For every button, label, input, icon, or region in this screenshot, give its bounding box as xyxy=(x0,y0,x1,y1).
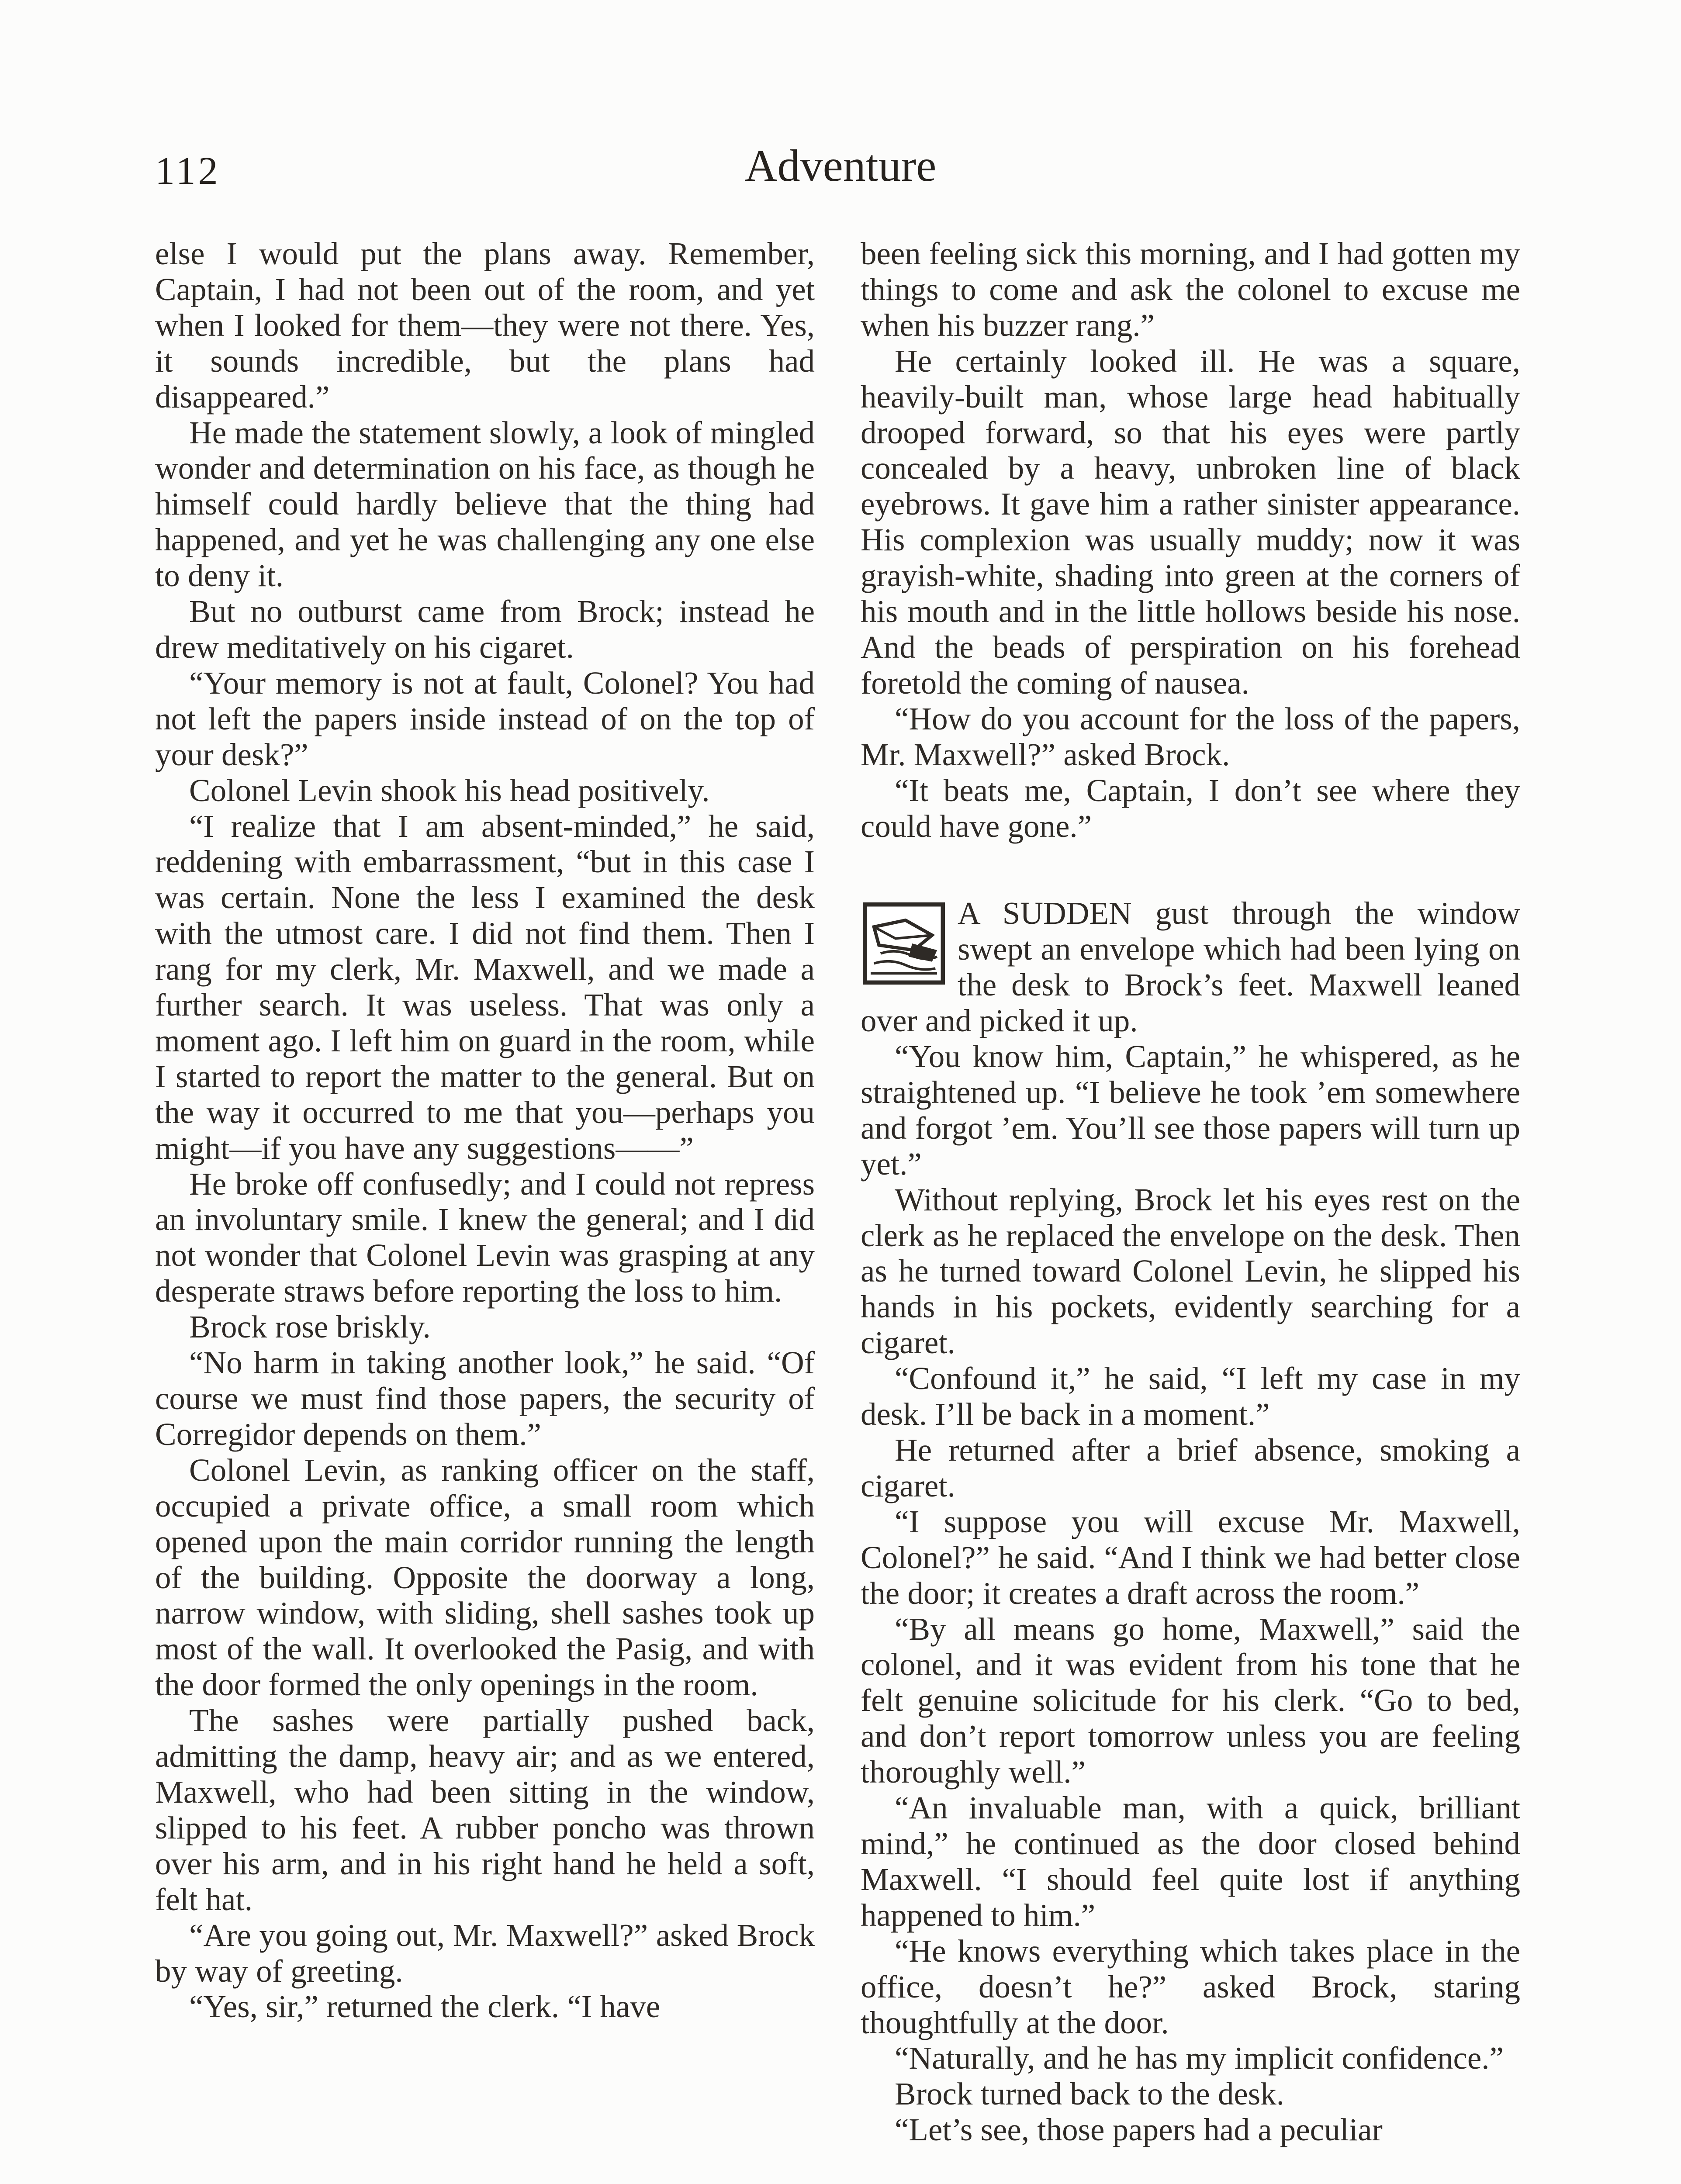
running-head: Adventure xyxy=(744,141,937,191)
paragraph: “He knows everything which takes place in the office, doesn’t he?” asked Brock, staring thoughtfully at the door. xyxy=(861,1933,1520,2040)
paragraph: Brock rose briskly. xyxy=(189,1309,431,1345)
paragraph: “You know him, Captain,” he whispered, as he straightened up. “I believe he took ’em somewhere and forgot ’em. You’ll see those papers will turn up yet.” xyxy=(861,1039,1520,1182)
paragraph: else I would put the plans away. Remember, Captain, I had not been out of the room, and yet when I looked for them—they were not there. Yes, it sounds incredible, but the plans had disappeared.” xyxy=(155,236,815,415)
paragraph: He broke off confusedly; and I could not repress an involuntary smile. I knew the general; and I did not wonder that Colonel Levin was grasping at any desperate straws before reporting the loss to him. xyxy=(155,1166,815,1309)
paragraph: “By all means go home, Maxwell,” said the colonel, and it was evident from his tone that he felt genuine solicitude for his clerk. “Go to bed, and don’t report tomorrow unless you are feeling thoroughly well.” xyxy=(861,1611,1520,1790)
left-column xyxy=(155,236,815,2025)
paragraph: “Let’s see, those papers had a peculiar xyxy=(895,2112,1383,2148)
paragraph: “Yes, sir,” returned the clerk. “I have xyxy=(189,1989,661,2025)
paragraph: been feeling sick this morning, and I had gotten my things to come and ask the colonel to excuse me when his buzzer rang.” xyxy=(861,236,1520,343)
page-header xyxy=(0,140,1681,201)
paragraph: Colonel Levin, as ranking officer on the staff, occupied a private office, a small room which opened upon the main corridor running the length of the building. Opposite the doorway a long, narrow window, with sliding, shell sashes took up most of the wall. It overlooked the Pasig, and with the door formed the only openings in the room. xyxy=(155,1452,815,1703)
paragraph: He made the statement slowly, a look of mingled wonder and determination on his face, as though he himself could hardly believe that the thing had happened, and yet he was challenging any one else to deny it. xyxy=(155,415,815,594)
paragraph: Without replying, Brock let his eyes rest on the clerk as he replaced the envelope on the desk. Then as he turned toward Colonel Levin, he slipped his hands in his pockets, evidently searching for a cigaret. xyxy=(861,1182,1520,1361)
paragraph: “Confound it,” he said, “I left my case in my desk. I’ll be back in a moment.” xyxy=(861,1361,1520,1432)
paragraph: “I suppose you will excuse Mr. Maxwell, Colonel?” he said. “And I think we had better close the door; it creates a draft across the room.” xyxy=(861,1503,1520,1611)
paragraph: He returned after a brief absence, smoking a cigaret. xyxy=(861,1432,1520,1503)
section-break xyxy=(861,844,1520,895)
section-opening xyxy=(861,895,1520,1039)
paragraph: “Your memory is not at fault, Colonel? You had not left the papers inside instead of on the top of your desk?” xyxy=(155,665,815,772)
paragraph: He certainly looked ill. He was a square, heavily-built man, whose large head habitually drooped forward, so that his eyes were partly concealed by a heavy, unbroken line of black eyebrows. It gave him a rather sinister appearance. His complexion was usually muddy; now it was grayish-white, shading into green at the corners of his mouth and in the little hollows beside his nose. And the beads of perspiration on his forehead foretold the coming of nausea. xyxy=(861,343,1520,701)
paragraph: A SUDDEN gust through the window swept an envelope which had been lying on the desk to Brock’s feet. Maxwell leaned over and picked it up. xyxy=(861,895,1520,1039)
paragraph: “Are you going out, Mr. Maxwell?” asked Brock by way of greeting. xyxy=(155,1917,815,1989)
paragraph: “An invaluable man, with a quick, brilliant mind,” he continued as the door closed behind Maxwell. “I should feel quite lost if anything happened to him.” xyxy=(861,1790,1520,1933)
paragraph: But no outburst came from Brock; instead he drew meditatively on his cigaret. xyxy=(155,594,815,665)
paragraph: The sashes were partially pushed back, admitting the damp, heavy air; and as we entered, Maxwell, who had been sitting in the window, slipped to his feet. A rubber poncho was thrown over his arm, and in his right hand he held a soft, felt hat. xyxy=(155,1703,815,1917)
paragraph: Brock turned back to the desk. xyxy=(895,2076,1284,2112)
paragraph: “No harm in taking another look,” he said. “Of course we must find those papers, the security of Corregidor depends on them.” xyxy=(155,1345,815,1452)
drop-cap-envelope-ornament-icon xyxy=(862,902,945,985)
paragraph: Colonel Levin shook his head positively. xyxy=(189,772,710,808)
paragraph: “I realize that I am absent-minded,” he said, reddening with embarrassment, “but in this case I was certain. None the less I examined the desk with the utmost care. I did not find them. Then I rang for my clerk, Mr. Maxwell, and we made a further search. It was useless. That was only a moment ago. I left him on guard in the room, while I started to report the matter to the general. But on the way it occurred to me that you—perhaps you might—if you have any suggestions——” xyxy=(155,808,815,1166)
paragraph: “It beats me, Captain, I don’t see where they could have gone.” xyxy=(861,772,1520,844)
paragraph: “Naturally, and he has my implicit confidence.” xyxy=(895,2040,1504,2076)
paragraph: “How do you account for the loss of the papers, Mr. Maxwell?” asked Brock. xyxy=(861,701,1520,772)
right-column xyxy=(861,236,1520,2148)
page-number: 112 xyxy=(155,149,221,193)
